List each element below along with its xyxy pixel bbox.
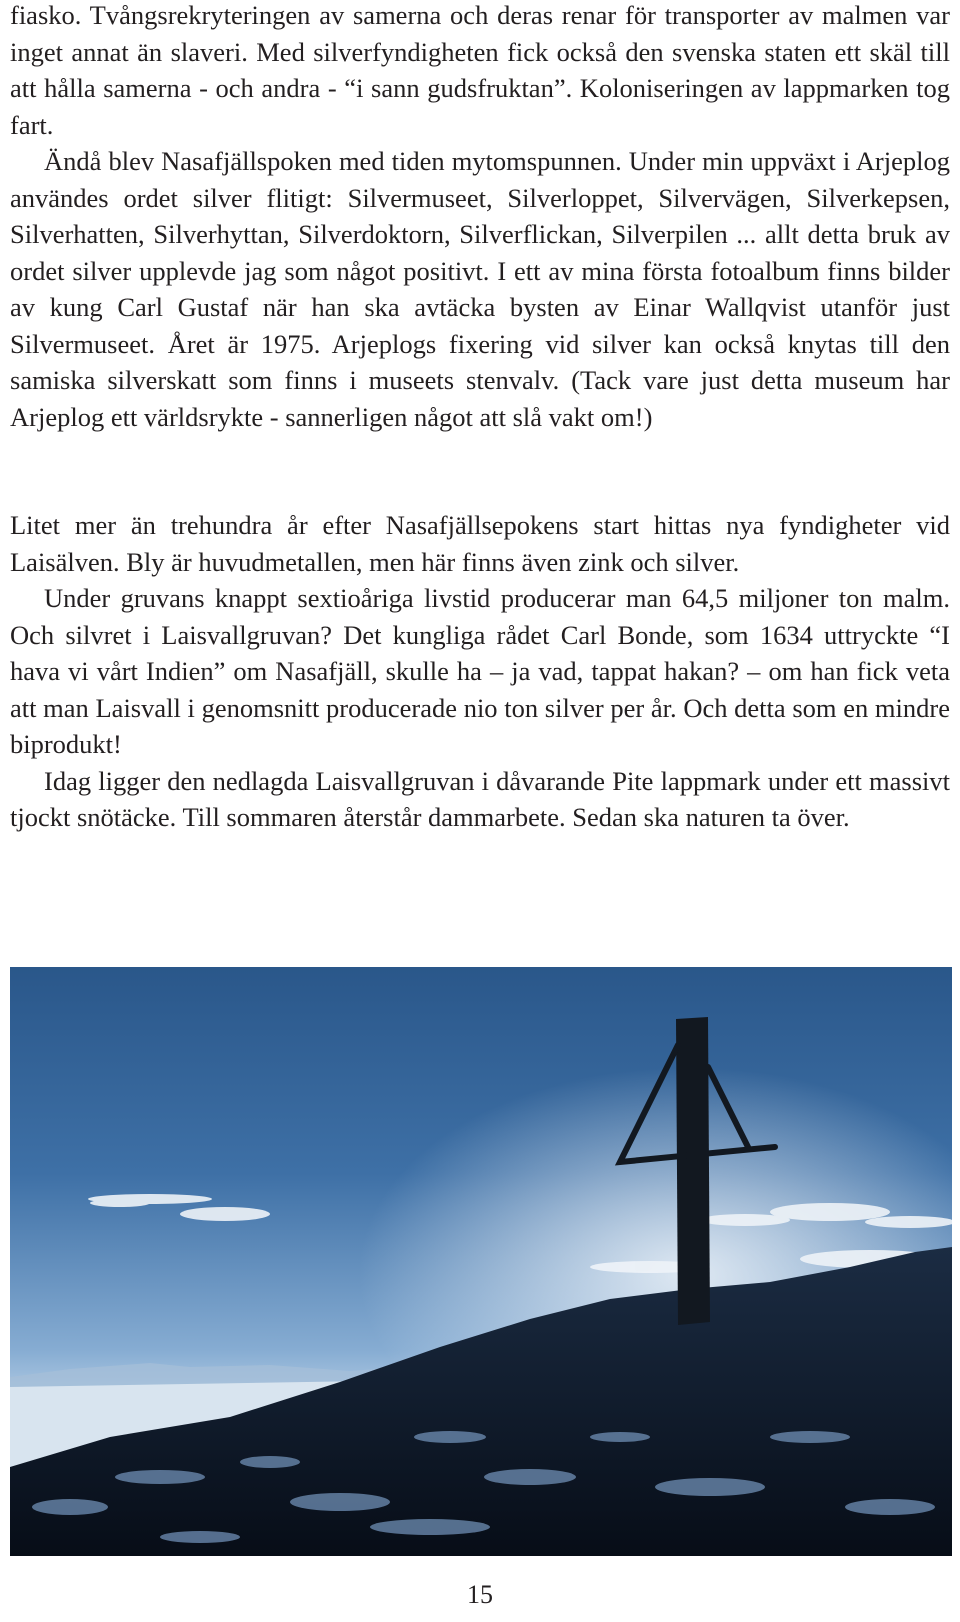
landscape-photo: [10, 967, 952, 1556]
body-text-block-2: [10, 507, 950, 836]
paragraph: Litet mer än trehundra år efter Nasafjällsepokens start hittas nya fyndigheter vid Laisälven. Bly är huvudmetallen, men här finns även zink och silver.: [10, 510, 950, 577]
photo-illustration: [10, 967, 952, 1556]
paragraph: fiasko. Tvångsrekryteringen av samerna och deras renar för transporter av malmen var inget annat än slaveri. Med silverfyndigheten fick också den svenska staten ett skäl till att hålla samerna - och andra - “i sann gudsfruktan”. Koloniseringen av lappmarken tog fart.: [10, 0, 950, 140]
paragraph: Under gruvans knappt sextioåriga livstid producerar man 64,5 miljoner ton malm. Och silvret i Laisvallgruvan? Det kungliga rådet Carl Bonde, som 1634 uttryckte “I hava vi vårt Indien” om Nasafjäll, skulle ha – ja vad, tappat hakan? – om han fick veta att man Laisvall i genomsnitt producerade nio ton silver per år. Och detta som en mindre biprodukt!: [10, 583, 950, 759]
page-number: 15: [467, 1580, 493, 1609]
paragraph: Ändå blev Nasafjällspoken med tiden mytomspunnen. Under min uppväxt i Arjeplog användes ordet silver flitigt: Silvermuseet, Silverloppet, Silvervägen, Silverkepsen, Silverhatten, Silverhyttan, Silverdoktorn, Silverflickan, Silverpilen ... allt detta bruk av ordet silver upplevde jag som något positivt. I ett av mina första fotoalbum finns bilder av kung Carl Gustaf när han ska avtäcka bysten av Einar Wallqvist utanför just Silvermuseet. Året är 1975. Arjeplogs fixering vid silver kan också knytas till den samiska silverskatt som finns i museets stenvalv. (Tack vare just detta museum har Arjeplog ett världsrykte - sannerligen något att slå vakt om!): [10, 146, 950, 432]
paragraph: Idag ligger den nedlagda Laisvallgruvan i dåvarande Pite lappmark under ett massivt tjockt snötäcke. Till sommaren återstår dammarbete. Sedan ska naturen ta över.: [10, 765, 950, 832]
wooden-post: [676, 1017, 710, 1325]
body-text-block-1: [10, 0, 950, 435]
